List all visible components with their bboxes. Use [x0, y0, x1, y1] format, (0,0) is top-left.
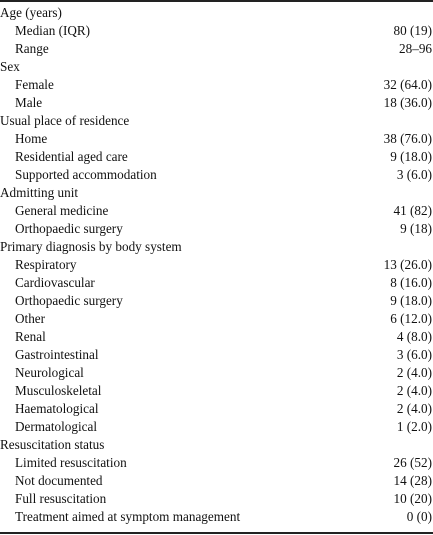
row-value: 9 (18): [400, 221, 432, 236]
table-row: [0, 346, 433, 364]
row-label: Neurological: [15, 365, 84, 380]
table-row: [0, 76, 433, 94]
section-heading: [0, 58, 433, 76]
table-row: [0, 418, 433, 436]
table-row: [0, 202, 433, 220]
row-value: 2 (4.0): [396, 401, 432, 416]
row-label: Respiratory: [15, 257, 77, 272]
section-heading: [0, 238, 433, 256]
row-label: Full resuscitation: [15, 491, 107, 506]
table-row: [0, 364, 433, 382]
row-label: Cardiovascular: [15, 275, 95, 290]
section-heading: [0, 112, 433, 130]
row-value: 10 (20): [393, 491, 432, 506]
row-value: 80 (19): [393, 23, 432, 38]
section-heading: [0, 436, 433, 454]
row-value: 2 (4.0): [396, 365, 432, 380]
section-heading-label: Age (years): [0, 5, 62, 20]
section-heading: [0, 4, 433, 22]
row-label: General medicine: [15, 203, 109, 218]
row-value: 0 (0): [406, 509, 432, 524]
row-label: Treatment aimed at symptom management: [15, 509, 241, 524]
row-value: 4 (8.0): [396, 329, 432, 344]
row-label: Gastrointestinal: [15, 347, 99, 362]
table-bottom-rule: [0, 532, 433, 534]
table-row: [0, 256, 433, 274]
table-row: [0, 508, 433, 526]
section-heading-label: Sex: [0, 59, 20, 74]
table-row: [0, 94, 433, 112]
table-row: [0, 166, 433, 184]
row-value: 38 (76.0): [383, 131, 432, 146]
table-row: [0, 382, 433, 400]
table-row: [0, 292, 433, 310]
row-label: Other: [15, 311, 46, 326]
section-heading-label: Resuscitation status: [0, 437, 105, 452]
row-label: Orthopaedic surgery: [15, 221, 123, 236]
row-label: Supported accommodation: [15, 167, 157, 182]
section-heading-label: Usual place of residence: [0, 113, 130, 128]
row-value: 1 (2.0): [396, 419, 432, 434]
table-row: [0, 130, 433, 148]
table-row: [0, 220, 433, 238]
table-body: [0, 4, 433, 526]
row-label: Home: [15, 131, 48, 146]
row-label: Range: [15, 41, 49, 56]
row-value: 13 (26.0): [383, 257, 432, 272]
row-label: Haematological: [15, 401, 99, 416]
table-row: [0, 328, 433, 346]
row-label: Male: [15, 95, 43, 110]
table-row: [0, 400, 433, 418]
row-value: 26 (52): [393, 455, 432, 470]
row-value: 32 (64.0): [383, 77, 432, 92]
section-heading: [0, 184, 433, 202]
table-row: [0, 274, 433, 292]
row-label: Female: [15, 77, 54, 92]
row-label: Residential aged care: [15, 149, 128, 164]
row-value: 3 (6.0): [396, 347, 432, 362]
row-value: 14 (28): [393, 473, 432, 488]
row-value: 8 (16.0): [390, 275, 432, 290]
table-row: [0, 148, 433, 166]
section-heading-label: Primary diagnosis by body system: [0, 239, 182, 254]
row-label: Orthopaedic surgery: [15, 293, 123, 308]
table-row: [0, 472, 433, 490]
table-row: [0, 40, 433, 58]
row-value: 2 (4.0): [396, 383, 432, 398]
row-label: Dermatological: [15, 419, 98, 434]
table-row: [0, 454, 433, 472]
row-label: Median (IQR): [15, 23, 91, 38]
row-value: 18 (36.0): [383, 95, 432, 110]
row-value: 41 (82): [393, 203, 432, 218]
row-label: Renal: [15, 329, 46, 344]
row-label: Musculoskeletal: [15, 383, 102, 398]
table-row: [0, 22, 433, 40]
row-value: 3 (6.0): [396, 167, 432, 182]
row-value: 9 (18.0): [390, 149, 432, 164]
row-label: Limited resuscitation: [15, 455, 127, 470]
table-top-rule: [0, 0, 433, 2]
row-label: Not documented: [15, 473, 103, 488]
row-value: 28–96: [399, 41, 432, 56]
section-heading-label: Admitting unit: [0, 185, 79, 200]
row-value: 9 (18.0): [390, 293, 432, 308]
table-row: [0, 310, 433, 328]
row-value: 6 (12.0): [390, 311, 432, 326]
table-row: [0, 490, 433, 508]
